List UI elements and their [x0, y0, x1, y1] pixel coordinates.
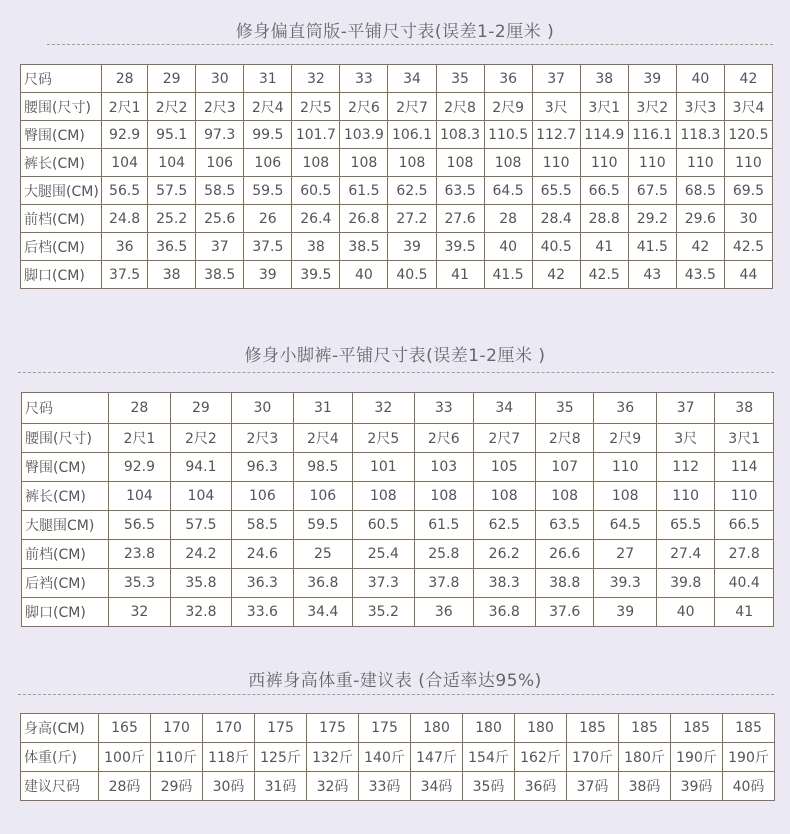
table-cell: 3尺2: [628, 93, 676, 121]
table-cell: 35: [536, 393, 594, 424]
table-cell: 108: [473, 482, 535, 511]
row-label: 身高(CM): [21, 714, 99, 743]
table-cell: 40码: [723, 772, 775, 801]
table-cell: 106: [196, 149, 244, 177]
table-cell: 27: [594, 540, 656, 569]
table-cell: 3尺4: [724, 93, 772, 121]
table-cell: 28: [102, 65, 148, 93]
row-label: 尺码: [21, 65, 102, 93]
table-cell: 31码: [255, 772, 307, 801]
size-table-slim: [21, 392, 774, 627]
table-cell: 29.2: [628, 205, 676, 233]
table-cell: 36: [484, 65, 532, 93]
table-cell: 2尺7: [473, 424, 535, 453]
table-cell: 40: [340, 261, 388, 289]
table-cell: 40: [676, 65, 724, 93]
title-divider: [47, 44, 773, 45]
table-cell: 34: [473, 393, 535, 424]
table-cell: 2尺9: [594, 424, 656, 453]
row-label: 臀围(CM): [21, 121, 102, 149]
table-cell: 42: [532, 261, 580, 289]
table-cell: 37: [196, 233, 244, 261]
table-cell: 59.5: [244, 177, 292, 205]
table-cell: 61.5: [415, 511, 473, 540]
table-cell: 2尺1: [108, 424, 170, 453]
table-cell: 112: [656, 453, 714, 482]
row-label: 裤长(CM): [21, 149, 102, 177]
table-cell: 43: [628, 261, 676, 289]
table-row: [21, 714, 775, 743]
table-cell: 62.5: [388, 177, 436, 205]
table-row: [21, 121, 773, 149]
row-label: 裤长(CM): [22, 482, 109, 511]
table-cell: 63.5: [436, 177, 484, 205]
table-row: [21, 149, 773, 177]
table-cell: 23.8: [108, 540, 170, 569]
table-cell: 104: [102, 149, 148, 177]
table-cell: 108.3: [436, 121, 484, 149]
table-cell: 30码: [203, 772, 255, 801]
table-cell: 2尺6: [340, 93, 388, 121]
table-cell: 59.5: [294, 511, 352, 540]
table-cell: 108: [292, 149, 340, 177]
table-cell: 44: [724, 261, 772, 289]
table-cell: 110: [580, 149, 628, 177]
table-cell: 28码: [99, 772, 151, 801]
table-cell: 28.4: [532, 205, 580, 233]
table-cell: 38: [292, 233, 340, 261]
table-cell: 185: [723, 714, 775, 743]
table-cell: 170: [151, 714, 203, 743]
table-row: [21, 261, 773, 289]
table-cell: 35.3: [108, 569, 170, 598]
table-cell: 108: [415, 482, 473, 511]
row-label: 前档(CM): [21, 205, 102, 233]
table-cell: 24.2: [171, 540, 231, 569]
table-cell: 25.6: [196, 205, 244, 233]
table-cell: 41: [436, 261, 484, 289]
table-cell: 97.3: [196, 121, 244, 149]
table-cell: 28: [108, 393, 170, 424]
table-cell: 2尺4: [244, 93, 292, 121]
row-label: 腰围(尺寸): [21, 93, 102, 121]
table-cell: 37.5: [102, 261, 148, 289]
table-cell: 107: [536, 453, 594, 482]
row-label: 脚口(CM): [21, 261, 102, 289]
table-cell: 92.9: [108, 453, 170, 482]
table-row: [22, 482, 774, 511]
table-cell: 64.5: [484, 177, 532, 205]
table-cell: 2尺2: [148, 93, 196, 121]
table-cell: 33: [415, 393, 473, 424]
table-cell: 38: [580, 65, 628, 93]
table-cell: 185: [567, 714, 619, 743]
table-cell: 36: [415, 598, 473, 627]
table-cell: 116.1: [628, 121, 676, 149]
table-cell: 110: [676, 149, 724, 177]
table1-title: 修身偏直筒版-平铺尺寸表(误差1-2厘米 ): [235, 22, 555, 42]
table-cell: 26.4: [292, 205, 340, 233]
table-cell: 118.3: [676, 121, 724, 149]
table-cell: 175: [359, 714, 411, 743]
table-cell: 65.5: [656, 511, 714, 540]
table-cell: 118斤: [203, 743, 255, 772]
table-cell: 32: [292, 65, 340, 93]
table-cell: 36.8: [294, 569, 352, 598]
table-cell: 125斤: [255, 743, 307, 772]
table-cell: 42.5: [580, 261, 628, 289]
table-cell: 30: [724, 205, 772, 233]
table-cell: 25.4: [352, 540, 414, 569]
table-cell: 2尺7: [388, 93, 436, 121]
table-cell: 3尺: [532, 93, 580, 121]
table-cell: 3尺1: [715, 424, 774, 453]
table-cell: 108: [436, 149, 484, 177]
table-cell: 140斤: [359, 743, 411, 772]
table-cell: 29: [148, 65, 196, 93]
table-cell: 39: [244, 261, 292, 289]
table-cell: 2尺3: [196, 93, 244, 121]
table-cell: 108: [536, 482, 594, 511]
row-label: 大腿围CM): [22, 511, 109, 540]
table-cell: 132斤: [307, 743, 359, 772]
table-row: [22, 453, 774, 482]
row-label: 体重(斤): [21, 743, 99, 772]
table-row: [21, 743, 775, 772]
table-cell: 64.5: [594, 511, 656, 540]
table-cell: 36码: [515, 772, 567, 801]
table-cell: 39: [594, 598, 656, 627]
table-cell: 185: [671, 714, 723, 743]
table-cell: 96.3: [231, 453, 293, 482]
row-label: 建议尺码: [21, 772, 99, 801]
table-row: [21, 772, 775, 801]
table-cell: 110: [532, 149, 580, 177]
table-cell: 104: [171, 482, 231, 511]
table-cell: 108: [352, 482, 414, 511]
table-cell: 170斤: [567, 743, 619, 772]
table-cell: 101.7: [292, 121, 340, 149]
table-cell: 42.5: [724, 233, 772, 261]
table-cell: 28.8: [580, 205, 628, 233]
table-cell: 110: [628, 149, 676, 177]
table-cell: 170: [203, 714, 255, 743]
table-cell: 35码: [463, 772, 515, 801]
height-weight-table: [20, 713, 775, 801]
table-cell: 106.1: [388, 121, 436, 149]
table-cell: 37.3: [352, 569, 414, 598]
table-cell: 185: [619, 714, 671, 743]
title-divider: [18, 694, 774, 695]
table-cell: 24.6: [231, 540, 293, 569]
table-cell: 2尺5: [292, 93, 340, 121]
row-label: 大腿围(CM): [21, 177, 102, 205]
table-cell: 34.4: [294, 598, 352, 627]
table-cell: 57.5: [171, 511, 231, 540]
table-cell: 34码: [411, 772, 463, 801]
table-cell: 110: [715, 482, 774, 511]
table-cell: 32: [108, 598, 170, 627]
size-table-straight: [20, 64, 773, 289]
table-cell: 38.5: [340, 233, 388, 261]
table-cell: 38.3: [473, 569, 535, 598]
table-row: [21, 233, 773, 261]
table-cell: 60.5: [292, 177, 340, 205]
table-cell: 2尺6: [415, 424, 473, 453]
row-label: 腰围(尺寸): [22, 424, 109, 453]
table-cell: 95.1: [148, 121, 196, 149]
table-cell: 56.5: [108, 511, 170, 540]
table-cell: 106: [231, 482, 293, 511]
table-cell: 29码: [151, 772, 203, 801]
table-cell: 3尺3: [676, 93, 724, 121]
table-cell: 41.5: [484, 261, 532, 289]
table-cell: 100斤: [99, 743, 151, 772]
table-cell: 108: [340, 149, 388, 177]
table-cell: 94.1: [171, 453, 231, 482]
table-cell: 110斤: [151, 743, 203, 772]
table-cell: 39.5: [436, 233, 484, 261]
table-row: [22, 598, 774, 627]
table-cell: 38码: [619, 772, 671, 801]
table-cell: 37.5: [244, 233, 292, 261]
table-cell: 30: [196, 65, 244, 93]
table-cell: 40: [656, 598, 714, 627]
table-cell: 36: [594, 393, 656, 424]
table-cell: 165: [99, 714, 151, 743]
table-cell: 40.5: [532, 233, 580, 261]
table-cell: 29.6: [676, 205, 724, 233]
table-cell: 32.8: [171, 598, 231, 627]
table-cell: 37: [532, 65, 580, 93]
table-cell: 63.5: [536, 511, 594, 540]
table-cell: 114: [715, 453, 774, 482]
row-label: 臀围(CM): [22, 453, 109, 482]
table-cell: 26.2: [473, 540, 535, 569]
table-cell: 41: [715, 598, 774, 627]
table-row: [22, 569, 774, 598]
table-cell: 180: [515, 714, 567, 743]
table-cell: 35.2: [352, 598, 414, 627]
table-row: [21, 93, 773, 121]
table-cell: 40.4: [715, 569, 774, 598]
table-cell: 3尺1: [580, 93, 628, 121]
table-cell: 26: [244, 205, 292, 233]
table-cell: 175: [255, 714, 307, 743]
table-cell: 39: [628, 65, 676, 93]
table-cell: 103.9: [340, 121, 388, 149]
table-cell: 32码: [307, 772, 359, 801]
table-cell: 2尺2: [171, 424, 231, 453]
table-cell: 40: [484, 233, 532, 261]
table-cell: 2尺8: [536, 424, 594, 453]
table-cell: 32: [352, 393, 414, 424]
table-cell: 120.5: [724, 121, 772, 149]
table-cell: 175: [307, 714, 359, 743]
table-cell: 2尺1: [102, 93, 148, 121]
table-cell: 35.8: [171, 569, 231, 598]
table-cell: 37.6: [536, 598, 594, 627]
table-cell: 110.5: [484, 121, 532, 149]
table-cell: 33.6: [231, 598, 293, 627]
table-cell: 31: [244, 65, 292, 93]
table-cell: 28: [484, 205, 532, 233]
table-cell: 104: [148, 149, 196, 177]
table-cell: 147斤: [411, 743, 463, 772]
row-label: 前档(CM): [22, 540, 109, 569]
table-cell: 36.3: [231, 569, 293, 598]
table-cell: 25.8: [415, 540, 473, 569]
table-cell: 2尺3: [231, 424, 293, 453]
row-label: 脚口(CM): [22, 598, 109, 627]
table-cell: 38: [148, 261, 196, 289]
table-cell: 112.7: [532, 121, 580, 149]
table-cell: 108: [484, 149, 532, 177]
table-row: [22, 540, 774, 569]
table-cell: 43.5: [676, 261, 724, 289]
table-cell: 26.8: [340, 205, 388, 233]
table-cell: 103: [415, 453, 473, 482]
table-cell: 38: [715, 393, 774, 424]
table-cell: 39: [388, 233, 436, 261]
table-cell: 36.5: [148, 233, 196, 261]
table-row: [22, 424, 774, 453]
table-cell: 27.2: [388, 205, 436, 233]
table-cell: 104: [108, 482, 170, 511]
table-cell: 30: [231, 393, 293, 424]
row-label: 后裆(CM): [22, 569, 109, 598]
table-cell: 110: [724, 149, 772, 177]
table-cell: 39码: [671, 772, 723, 801]
table-cell: 190斤: [671, 743, 723, 772]
table-cell: 114.9: [580, 121, 628, 149]
title-divider: [18, 372, 774, 373]
table-cell: 108: [594, 482, 656, 511]
table-cell: 3尺: [656, 424, 714, 453]
table-row: [21, 177, 773, 205]
table-cell: 106: [244, 149, 292, 177]
table-row: [21, 205, 773, 233]
table-cell: 98.5: [294, 453, 352, 482]
table-cell: 42: [724, 65, 772, 93]
table-cell: 58.5: [196, 177, 244, 205]
table-cell: 31: [294, 393, 352, 424]
table-cell: 92.9: [102, 121, 148, 149]
table-cell: 2尺9: [484, 93, 532, 121]
table-cell: 180斤: [619, 743, 671, 772]
table-cell: 34: [388, 65, 436, 93]
table-cell: 105: [473, 453, 535, 482]
table-header-row: [21, 65, 773, 93]
table-cell: 39.3: [594, 569, 656, 598]
table-cell: 62.5: [473, 511, 535, 540]
table-cell: 38.5: [196, 261, 244, 289]
table-cell: 67.5: [628, 177, 676, 205]
table-cell: 42: [676, 233, 724, 261]
table-cell: 26.6: [536, 540, 594, 569]
table-cell: 27.6: [436, 205, 484, 233]
table-cell: 24.8: [102, 205, 148, 233]
table-cell: 25.2: [148, 205, 196, 233]
table-cell: 41.5: [628, 233, 676, 261]
table-cell: 154斤: [463, 743, 515, 772]
table-cell: 180: [411, 714, 463, 743]
table-cell: 33: [340, 65, 388, 93]
table-cell: 36.8: [473, 598, 535, 627]
table-cell: 33码: [359, 772, 411, 801]
table-cell: 25: [294, 540, 352, 569]
table-cell: 39.5: [292, 261, 340, 289]
table-cell: 37码: [567, 772, 619, 801]
table-cell: 57.5: [148, 177, 196, 205]
table-cell: 27.4: [656, 540, 714, 569]
table-cell: 38.8: [536, 569, 594, 598]
table-cell: 65.5: [532, 177, 580, 205]
table-cell: 110: [594, 453, 656, 482]
table-cell: 61.5: [340, 177, 388, 205]
table-cell: 2尺8: [436, 93, 484, 121]
table-cell: 29: [171, 393, 231, 424]
table-cell: 162斤: [515, 743, 567, 772]
table-cell: 106: [294, 482, 352, 511]
table-cell: 60.5: [352, 511, 414, 540]
table-cell: 101: [352, 453, 414, 482]
table-cell: 2尺4: [294, 424, 352, 453]
table-cell: 56.5: [102, 177, 148, 205]
table-header-row: [22, 393, 774, 424]
table-cell: 27.8: [715, 540, 774, 569]
row-label: 尺码: [22, 393, 109, 424]
table-cell: 39.8: [656, 569, 714, 598]
table-cell: 40.5: [388, 261, 436, 289]
table2-title: 修身小脚裤-平铺尺寸表(误差1-2厘米 ): [244, 346, 546, 366]
table-cell: 37: [656, 393, 714, 424]
table-cell: 66.5: [580, 177, 628, 205]
table-cell: 41: [580, 233, 628, 261]
table-cell: 99.5: [244, 121, 292, 149]
row-label: 后档(CM): [21, 233, 102, 261]
table-cell: 180: [463, 714, 515, 743]
table-cell: 58.5: [231, 511, 293, 540]
table-cell: 35: [436, 65, 484, 93]
table-cell: 68.5: [676, 177, 724, 205]
table-cell: 36: [102, 233, 148, 261]
table-cell: 108: [388, 149, 436, 177]
table-cell: 37.8: [415, 569, 473, 598]
table-cell: 66.5: [715, 511, 774, 540]
table-cell: 69.5: [724, 177, 772, 205]
table-cell: 190斤: [723, 743, 775, 772]
table3-title: 西裤身高体重-建议表 (合适率达95%): [248, 671, 542, 691]
table-row: [22, 511, 774, 540]
table-cell: 2尺5: [352, 424, 414, 453]
table-cell: 110: [656, 482, 714, 511]
